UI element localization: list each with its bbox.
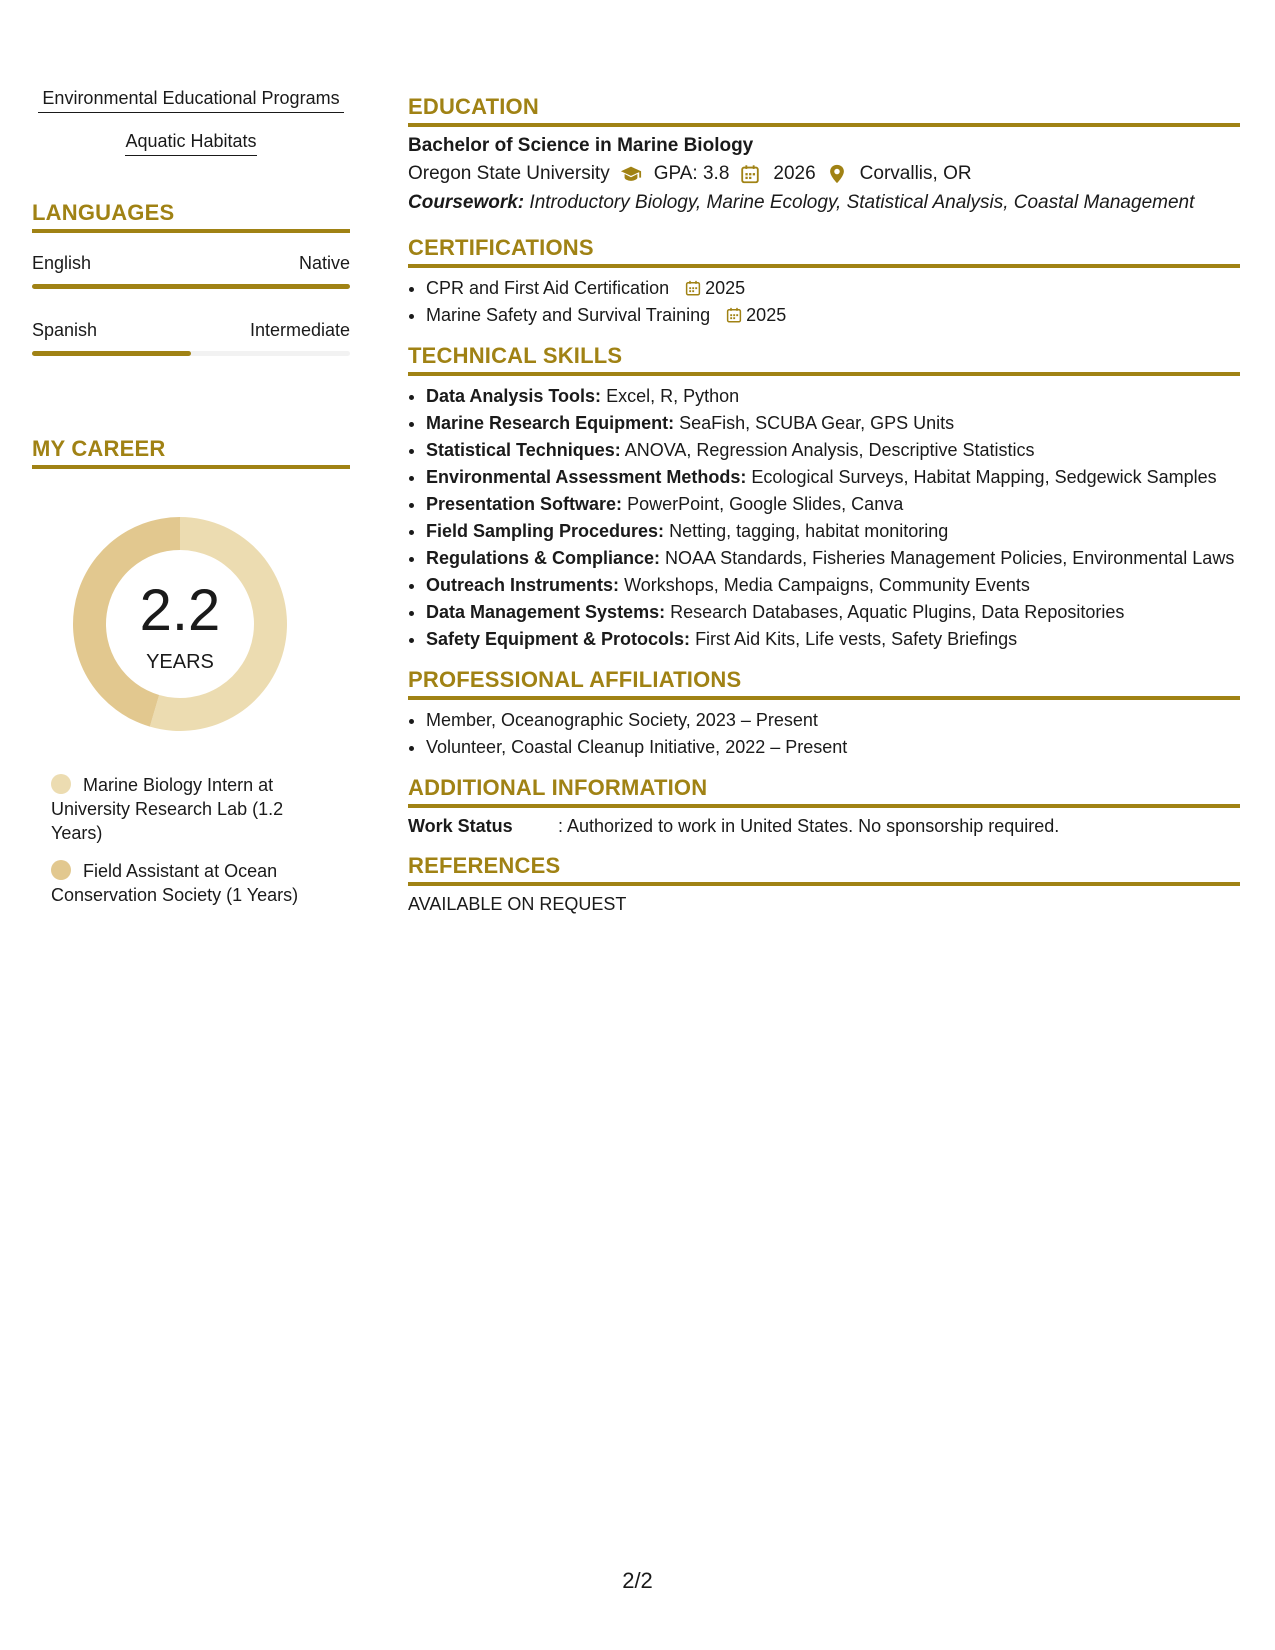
interest-tag-2 [32,129,350,156]
legend-dot [51,860,71,880]
skill-value: PowerPoint, Google Slides, Canva [627,494,904,514]
skill-value: Ecological Surveys, Habitat Mapping, Sedgewick Samples [751,467,1217,487]
skill-item [426,384,1240,408]
affiliations-heading: PROFESSIONAL AFFILIATIONS [408,667,1240,700]
language-item [32,320,350,356]
education-section [408,94,1240,215]
skills-heading: TECHNICAL SKILLS [408,343,1240,376]
skill-item [426,465,1240,489]
interest-tag: Environmental Educational Programs [38,86,344,113]
gpa: GPA: 3.8 [653,163,730,184]
skill-item [426,573,1240,597]
career-total: 2.2 [139,578,221,643]
skill-value: ANOVA, Regression Analysis, Descriptive Statistics [624,440,1035,460]
graduation-cap-icon [620,163,642,185]
certification-year: 2025 [746,305,787,325]
education-heading: EDUCATION [408,94,1240,127]
work-status-label: Work Status [408,816,513,836]
skill-label: Marine Research Equipment: [426,413,675,433]
career-legend-label: Field Assistant at Ocean Conservation Society (1 Years) [51,861,299,905]
references-heading: REFERENCES [408,853,1240,886]
skill-item [426,600,1240,624]
skill-label: Data Analysis Tools: [426,386,602,406]
main-column [408,94,1240,915]
skill-item [426,546,1240,570]
references-section [408,853,1240,915]
map-pin-icon [826,163,848,185]
career-legend-item [51,859,321,907]
additional-section [408,775,1240,837]
calendar-icon [725,306,743,324]
certifications-section [408,235,1240,327]
skill-label: Environmental Assessment Methods: [426,467,747,487]
page-number: 2/2 [622,1568,653,1593]
skill-label: Outreach Instruments: [426,575,620,595]
skill-item [426,492,1240,516]
certification-item [426,276,1240,300]
career-unit: YEARS [146,651,214,673]
career-legend-item [51,773,321,845]
career-section [32,436,350,907]
graduation-year: 2026 [773,163,816,184]
skill-value: Excel, R, Python [606,386,740,406]
skills-section [408,343,1240,651]
legend-dot [51,774,71,794]
coursework-list: Introductory Biology, Marine Ecology, Statistical Analysis, Coastal Management [529,192,1195,213]
skill-value: Research Databases, Aquatic Plugins, Data Repositories [670,602,1125,622]
certification-name: CPR and First Aid Certification [426,278,670,298]
certifications-heading: CERTIFICATIONS [408,235,1240,268]
sidebar [32,86,350,907]
skill-label: Presentation Software: [426,494,623,514]
additional-heading: ADDITIONAL INFORMATION [408,775,1240,808]
skill-label: Field Sampling Procedures: [426,521,665,541]
calendar-icon [739,163,761,185]
language-name: English [32,253,92,273]
interest-tag-label: Aquatic Habitats [125,129,256,156]
degree-title: Bachelor of Science in Marine Biology [408,135,754,156]
coursework-label: Coursework: [408,192,525,213]
skill-value: Workshops, Media Campaigns, Community Events [624,575,1030,595]
affiliation-item: • Member, Oceanographic Society, 2023 – Present [426,708,1240,732]
language-item [32,253,350,289]
skill-value: Netting, tagging, habitat monitoring [669,521,949,541]
calendar-icon [684,279,702,297]
career-heading: MY CAREER [32,436,350,469]
skill-label: Statistical Techniques: [426,440,621,460]
skill-item [426,438,1240,462]
references-text: AVAILABLE ON REQUEST [408,894,627,914]
affiliations-section [408,667,1240,759]
language-level: Intermediate [249,320,350,340]
skill-item [426,519,1240,543]
certification-item [426,303,1240,327]
affiliation-item: • Volunteer, Coastal Cleanup Initiative, 2022 – Present [426,735,1240,759]
skill-label: Data Management Systems: [426,602,666,622]
skill-item [426,627,1240,651]
skill-value: First Aid Kits, Life vests, Safety Briefings [695,629,1018,649]
skill-value: SeaFish, SCUBA Gear, GPS Units [679,413,955,433]
career-legend-label: Marine Biology Intern at University Research Lab (1.2 Years) [51,775,284,843]
languages-section [32,200,350,356]
certification-year: 2025 [705,278,746,298]
work-status-value: : Authorized to work in United States. No sponsorship required. [558,816,1060,836]
certification-name: Marine Safety and Survival Training [426,305,711,325]
school-name: Oregon State University [408,163,610,184]
skills-list [408,384,1240,651]
education-details [408,163,1240,185]
skill-item [426,411,1240,435]
language-bar [32,351,350,356]
language-level: Native [298,253,350,273]
work-status-row [408,816,1240,837]
skill-label: Safety Equipment & Protocols: [426,629,691,649]
languages-heading: LANGUAGES [32,200,350,233]
language-bar [32,284,350,289]
skill-label: Regulations & Compliance: [426,548,661,568]
career-donut [67,511,293,737]
language-bar-fill [32,351,191,356]
skill-value: NOAA Standards, Fisheries Management Policies, Environmental Laws [665,548,1235,568]
language-name: Spanish [32,320,98,340]
language-bar-fill [32,284,350,289]
location: Corvallis, OR [859,163,972,184]
coursework [408,191,1240,215]
